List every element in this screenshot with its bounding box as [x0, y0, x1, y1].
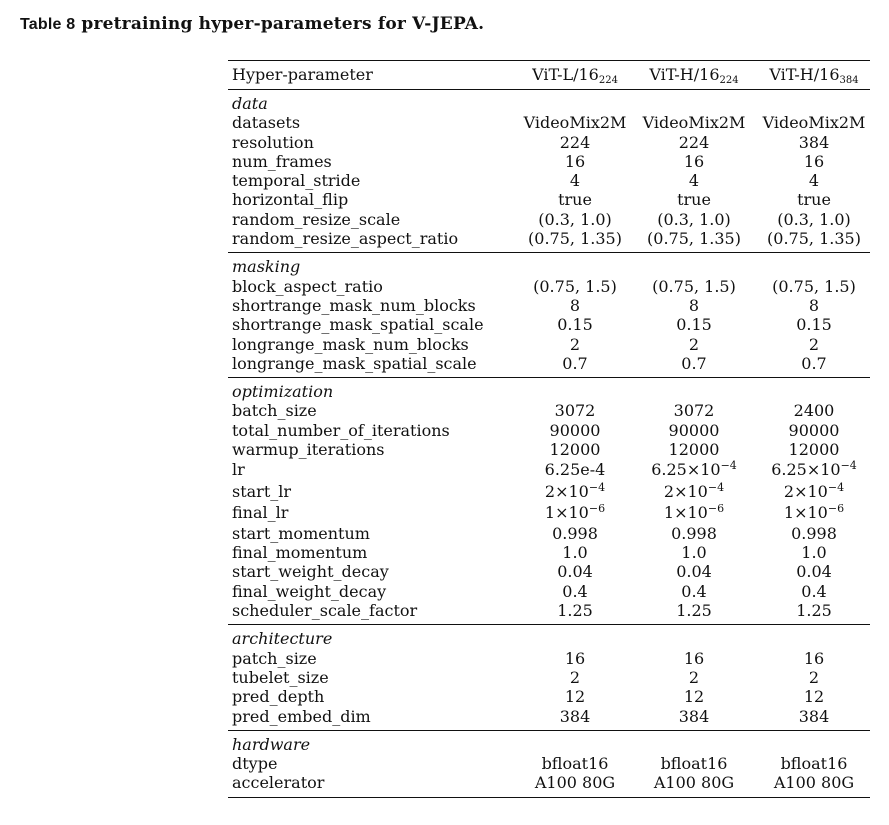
value-cell: [515, 481, 635, 503]
value-cell: 0.4: [801, 581, 827, 601]
param-name: tubelet_size: [232, 667, 329, 687]
param-name: random_resize_aspect_ratio: [232, 229, 459, 249]
value-cell: 0.998: [552, 523, 598, 543]
param-name: pred_depth: [232, 687, 325, 707]
value-cell: A100 80G: [773, 773, 855, 793]
value-cell: bfloat16: [541, 754, 609, 774]
param-name: final_weight_decay: [232, 581, 387, 601]
header-col-1-base: ViT-L/16: [532, 65, 599, 84]
value-cell: 2: [569, 667, 581, 687]
value-cell: true: [677, 190, 711, 210]
value-cell: 0.4: [562, 581, 588, 601]
value-cell: 0.7: [681, 353, 707, 373]
value-cell: 1.25: [796, 601, 832, 621]
param-name: resolution: [232, 132, 314, 152]
value-cell: 384: [798, 706, 830, 726]
table-row: [228, 754, 870, 773]
table-row: [228, 171, 870, 190]
value-cell: 384: [798, 132, 830, 152]
sci-exponent: −4: [827, 480, 845, 494]
value-cell: 0.998: [791, 523, 837, 543]
param-name: longrange_mask_num_blocks: [232, 334, 469, 354]
param-name: shortrange_mask_num_blocks: [232, 295, 476, 315]
header-col-1-sub: 224: [598, 75, 618, 86]
section-title: hardware: [232, 734, 311, 754]
section-title: architecture: [232, 629, 333, 649]
value-cell: 2: [569, 334, 581, 354]
value-cell: 0.998: [671, 523, 717, 543]
value-cell: 2: [808, 334, 820, 354]
value-cell: 0.04: [557, 562, 593, 582]
section-hardware: [228, 731, 870, 797]
table-row: [228, 133, 870, 152]
sci-base: 2×10: [783, 481, 828, 501]
value-cell: true: [558, 190, 592, 210]
param-name: patch_size: [232, 648, 317, 668]
param-name: longrange_mask_spatial_scale: [232, 353, 477, 373]
section-title: masking: [232, 257, 301, 277]
value-cell: 1.0: [562, 543, 588, 563]
table-row: [228, 502, 870, 524]
value-cell: 384: [559, 706, 591, 726]
value-cell: 1.0: [681, 543, 707, 563]
section-optimization: [228, 378, 870, 624]
value-cell: 90000: [549, 420, 601, 440]
param-name: warmup_iterations: [232, 440, 385, 460]
value-cell: 12: [564, 687, 586, 707]
value-cell: 16: [564, 648, 586, 668]
table-row: [228, 421, 870, 440]
sci-base: 2×10: [544, 481, 589, 501]
value-cell: 16: [803, 151, 825, 171]
table-row: [228, 459, 870, 481]
value-cell: 4: [688, 171, 700, 191]
value-cell: VideoMix2M: [523, 113, 627, 133]
table-row: [228, 152, 870, 171]
value-cell: 16: [564, 151, 586, 171]
value-cell: bfloat16: [660, 754, 728, 774]
table-row: [228, 543, 870, 562]
value-cell: 1.25: [676, 601, 712, 621]
value-cell: 90000: [668, 420, 720, 440]
value-cell: 1.25: [557, 601, 593, 621]
value-cell: 3072: [673, 401, 715, 421]
value-cell: 8: [808, 295, 820, 315]
table-row: [228, 335, 870, 354]
param-name: num_frames: [232, 151, 332, 171]
param-name: shortrange_mask_spatial_scale: [232, 315, 484, 335]
section-title-row: [228, 629, 870, 648]
param-name: final_lr: [232, 503, 289, 523]
value-cell: 12000: [549, 440, 601, 460]
value-cell: 12000: [668, 440, 720, 460]
value-cell: (0.75, 1.5): [652, 276, 736, 296]
table-row: [228, 315, 870, 334]
param-name: random_resize_scale: [232, 209, 401, 229]
section-data: [228, 90, 870, 252]
caption-label: Table 8: [20, 16, 76, 33]
value-cell: 16: [683, 648, 705, 668]
header-col-2-base: ViT-H/16: [649, 65, 720, 84]
param-name: block_aspect_ratio: [232, 276, 383, 296]
param-name: total_number_of_iterations: [232, 420, 450, 440]
table-row: [228, 229, 870, 248]
value-cell: 12: [683, 687, 705, 707]
value-cell: 16: [803, 648, 825, 668]
param-name: datasets: [232, 113, 301, 133]
sci-base: 1×10: [663, 503, 708, 523]
value-cell: 0.04: [796, 562, 832, 582]
value-cell: 0.4: [681, 581, 707, 601]
table-row: [228, 649, 870, 668]
value-cell: 384: [678, 706, 710, 726]
section-architecture: [228, 625, 870, 729]
value-cell: 0.15: [796, 315, 832, 335]
header-col-2: [634, 61, 754, 89]
param-name: final_momentum: [232, 543, 368, 563]
table-row: [228, 210, 870, 229]
value-cell: 0.04: [676, 562, 712, 582]
value-cell: A100 80G: [534, 773, 616, 793]
sci-exponent: −4: [588, 480, 606, 494]
param-name: temporal_stride: [232, 171, 361, 191]
value-cell: bfloat16: [780, 754, 848, 774]
header-col-3: [754, 61, 874, 89]
header-col-3-base: ViT-H/16: [769, 65, 840, 84]
value-cell: VideoMix2M: [762, 113, 866, 133]
value-cell: (0.3, 1.0): [777, 209, 851, 229]
table-row: [228, 773, 870, 792]
table-row: [228, 190, 870, 209]
section-title: data: [232, 94, 268, 113]
value-cell: 3072: [554, 401, 596, 421]
param-name: start_weight_decay: [232, 562, 389, 582]
value-cell: A100 80G: [653, 773, 735, 793]
value-cell: true: [797, 190, 831, 210]
bottom-rule: [228, 797, 870, 798]
value-cell: 0.15: [557, 315, 593, 335]
table-row: [228, 601, 870, 620]
sci-base: 6.25×10: [651, 460, 721, 480]
value-cell: (0.75, 1.35): [767, 229, 861, 249]
value-cell: (0.75, 1.5): [772, 276, 856, 296]
value-cell: 12: [803, 687, 825, 707]
value-cell: (0.3, 1.0): [538, 209, 612, 229]
sci-base: 1×10: [544, 503, 589, 523]
param-name: scheduler_scale_factor: [232, 601, 418, 621]
table-row: [228, 687, 870, 706]
param-name: horizontal_flip: [232, 190, 349, 210]
table-row: [228, 296, 870, 315]
value-cell: [754, 502, 874, 524]
table-row: [228, 707, 870, 726]
value-cell: (0.75, 1.35): [647, 229, 741, 249]
param-name: lr: [232, 460, 245, 480]
value-cell: 8: [688, 295, 700, 315]
header-row: [228, 61, 870, 89]
table-row: [228, 354, 870, 373]
value-cell: 224: [678, 132, 710, 152]
value-cell: 2: [688, 334, 700, 354]
table-row: [228, 562, 870, 581]
header-col-1: [515, 61, 635, 89]
table-row: [228, 582, 870, 601]
hyperparameter-table: [228, 60, 870, 798]
value-cell: 0.15: [676, 315, 712, 335]
sci-base: 6.25×10: [771, 460, 841, 480]
section-masking: [228, 253, 870, 377]
header-col-2-sub: 224: [719, 75, 739, 86]
section-title: optimization: [232, 382, 334, 402]
header-col-3-sub: 384: [839, 75, 859, 86]
sci-base: 1×10: [783, 503, 828, 523]
section-title-row: [228, 735, 870, 754]
value-cell: 224: [559, 132, 591, 152]
header-param: Hyper-parameter: [232, 65, 373, 84]
param-name: start_lr: [232, 481, 292, 501]
value-cell: 12000: [788, 440, 840, 460]
value-cell: (0.3, 1.0): [657, 209, 731, 229]
table-row: [228, 668, 870, 687]
sci-exponent: −6: [827, 502, 845, 516]
value-cell: VideoMix2M: [642, 113, 746, 133]
value-cell: [754, 481, 874, 503]
value-cell: 4: [569, 171, 581, 191]
section-title-row: [228, 382, 870, 401]
value-cell: 2: [688, 667, 700, 687]
value-cell: (0.75, 1.5): [533, 276, 617, 296]
value-cell: (0.75, 1.35): [528, 229, 622, 249]
value-cell: [754, 459, 874, 481]
caption-text: pretraining hyper-parameters for V-JEPA.: [81, 14, 485, 34]
table-row: [228, 401, 870, 420]
value-cell: [634, 502, 754, 524]
value-cell: 90000: [788, 420, 840, 440]
value-cell: 0.7: [801, 353, 827, 373]
table-row: [228, 113, 870, 132]
section-title-row: [228, 94, 870, 113]
param-name: start_momentum: [232, 523, 370, 543]
value-cell: 16: [683, 151, 705, 171]
value-cell: [634, 481, 754, 503]
section-title-row: [228, 257, 870, 276]
table-row: [228, 277, 870, 296]
value-cell: [634, 459, 754, 481]
sci-exponent: −4: [720, 459, 737, 473]
value-cell: 8: [569, 295, 581, 315]
value-cell: [515, 502, 635, 524]
value-cell: 1.0: [801, 543, 827, 563]
table-row: [228, 440, 870, 459]
param-name: accelerator: [232, 773, 325, 793]
value-cell: 0.7: [562, 353, 588, 373]
param-name: dtype: [232, 754, 278, 774]
table-row: [228, 524, 870, 543]
table-row: [228, 481, 870, 503]
param-name: batch_size: [232, 401, 317, 421]
sci-base: 2×10: [663, 481, 708, 501]
value-cell: 2: [808, 667, 820, 687]
sci-exponent: −4: [707, 480, 725, 494]
table-caption: [20, 14, 484, 34]
sci-exponent: −4: [840, 459, 857, 473]
value-cell: 2400: [793, 401, 835, 421]
sci-exponent: −6: [707, 502, 725, 516]
value-cell: 6.25e-4: [544, 460, 606, 480]
param-name: pred_embed_dim: [232, 706, 371, 726]
value-cell: 4: [808, 171, 820, 191]
sci-exponent: −6: [588, 502, 606, 516]
